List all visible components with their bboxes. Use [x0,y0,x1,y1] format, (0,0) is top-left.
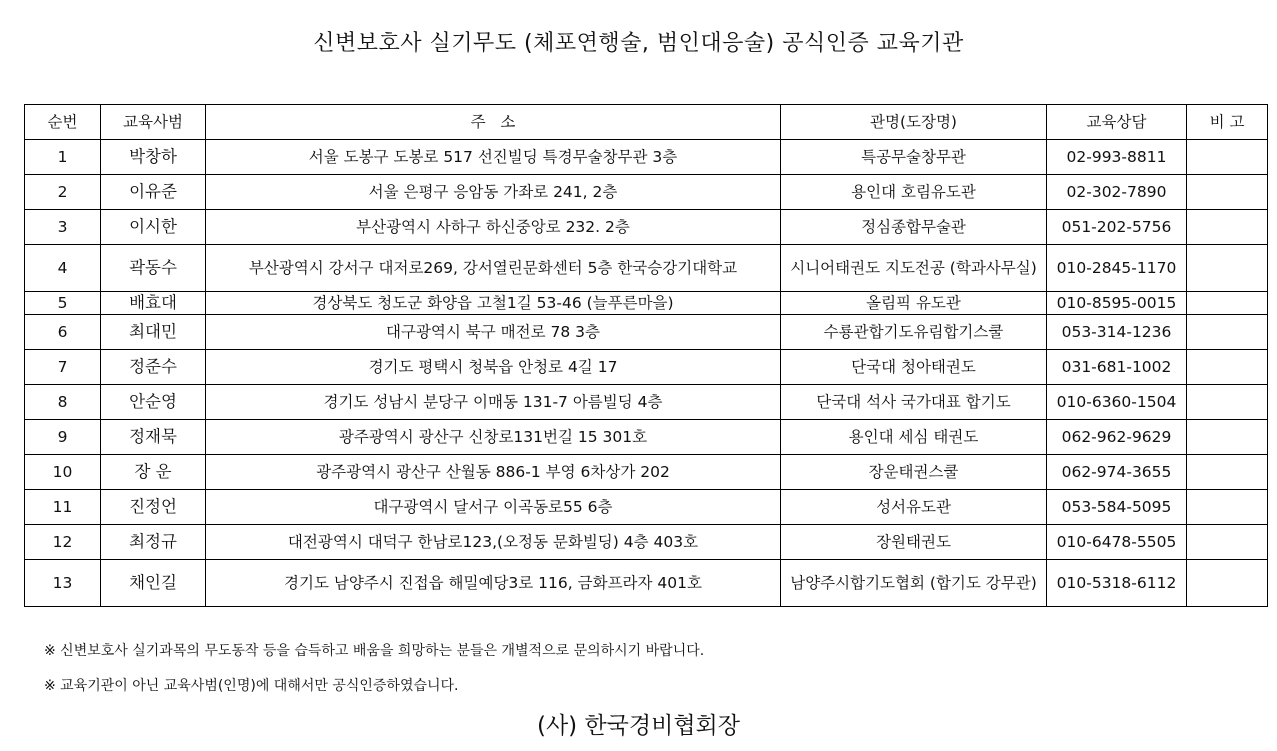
remarks-cell [1187,292,1268,315]
table-row [25,455,1268,490]
address-cell: 광주광역시 광산구 신창로131번길 15 301호 [206,420,781,455]
table-row [25,245,1268,292]
header-contact: 교육상담 [1047,105,1187,140]
remarks-cell [1187,455,1268,490]
number-cell: 3 [25,210,101,245]
instructor-cell: 박창하 [101,140,206,175]
number-cell: 8 [25,385,101,420]
table-row [25,292,1268,315]
gym-name-cell: 올림픽 유도관 [781,292,1047,315]
address-cell: 서울 도봉구 도봉로 517 선진빌딩 특경무술창무관 3층 [206,140,781,175]
number-cell: 4 [25,245,101,292]
number-cell: 5 [25,292,101,315]
gym-name-cell: 용인대 세심 태권도 [781,420,1047,455]
table-row [25,315,1268,350]
remarks-cell [1187,350,1268,385]
number-cell: 11 [25,490,101,525]
instructor-cell: 이유준 [101,175,206,210]
gym-name-cell: 남양주시합기도협회 (합기도 강무관) [781,560,1047,607]
instructor-cell: 배효대 [101,292,206,315]
contact-cell: 051-202-5756 [1047,210,1187,245]
notice-text: ※ 교육기관이 아닌 교육사범(인명)에 대해서만 공식인증하였습니다. [44,678,459,694]
gym-name-cell: 정심종합무술관 [781,210,1047,245]
contact-cell: 010-8595-0015 [1047,292,1187,315]
header-instructor: 교육사범 [101,105,206,140]
remarks-cell [1187,315,1268,350]
address-cell: 광주광역시 광산구 산월동 886-1 부영 6차상가 202 [206,455,781,490]
instructor-cell: 최대민 [101,315,206,350]
number-cell: 2 [25,175,101,210]
header-gym-name: 관명(도장명) [781,105,1047,140]
remarks-cell [1187,245,1268,292]
contact-cell: 031-681-1002 [1047,350,1187,385]
instructor-cell: 채인길 [101,560,206,607]
gym-name-cell: 성서유도관 [781,490,1047,525]
address-cell: 경기도 성남시 분당구 이매동 131-7 아름빌딩 4층 [206,385,781,420]
address-cell: 대구광역시 달서구 이곡동로55 6층 [206,490,781,525]
table-row [25,385,1268,420]
contact-cell: 010-2845-1170 [1047,245,1187,292]
gym-name-cell: 수룡관합기도유림합기스쿨 [781,315,1047,350]
instructor-cell: 곽동수 [101,245,206,292]
address-cell: 대전광역시 대덕구 한남로123,(오정동 문화빌딩) 4층 403호 [206,525,781,560]
remarks-cell [1187,210,1268,245]
number-cell: 13 [25,560,101,607]
table-row [25,140,1268,175]
remarks-cell [1187,140,1268,175]
institution-table [24,104,1268,607]
table-row [25,560,1268,607]
number-cell: 7 [25,350,101,385]
contact-cell: 02-302-7890 [1047,175,1187,210]
contact-cell: 053-314-1236 [1047,315,1187,350]
number-cell: 10 [25,455,101,490]
header-remarks: 비 고 [1187,105,1268,140]
table-body [25,140,1268,607]
gym-name-cell: 특공무술창무관 [781,140,1047,175]
instructor-cell: 이시한 [101,210,206,245]
gym-name-cell: 시니어태권도 지도전공 (학과사무실) [781,245,1047,292]
contact-cell: 062-974-3655 [1047,455,1187,490]
remarks-cell [1187,560,1268,607]
contact-cell: 010-6360-1504 [1047,385,1187,420]
instructor-cell: 진정언 [101,490,206,525]
page-title: 신변보호사 실기무도 (체포연행술, 범인대응술) 공식인증 교육기관 [313,31,964,56]
instructor-cell: 안순영 [101,385,206,420]
remarks-cell [1187,385,1268,420]
number-cell: 9 [25,420,101,455]
table-row [25,420,1268,455]
table-row [25,350,1268,385]
gym-name-cell: 용인대 호림유도관 [781,175,1047,210]
instructor-cell: 장 운 [101,455,206,490]
gym-name-cell: 장운태권스쿨 [781,455,1047,490]
address-cell: 경상북도 청도군 화양읍 고철1길 53-46 (늘푸른마을) [206,292,781,315]
remarks-cell [1187,525,1268,560]
address-cell: 부산광역시 강서구 대저로269, 강서열린문화센터 5층 한국승강기대학교 [206,245,781,292]
header-address: 주 소 [206,105,781,140]
table-row [25,210,1268,245]
remarks-cell [1187,420,1268,455]
number-cell: 1 [25,140,101,175]
issuer-signature: (사) 한국경비협회장 [536,713,740,739]
gym-name-cell: 단국대 석사 국가대표 합기도 [781,385,1047,420]
gym-name-cell: 장원태권도 [781,525,1047,560]
contact-cell: 010-6478-5505 [1047,525,1187,560]
table-header-row [25,105,1268,140]
address-cell: 부산광역시 사하구 하신중앙로 232. 2층 [206,210,781,245]
header-number: 순번 [25,105,101,140]
instructor-cell: 정준수 [101,350,206,385]
notice-text: ※ 신변보호사 실기과목의 무도동작 등을 습득하고 배움을 희망하는 분들은 개별적으로 문의하시기 바랍니다. [44,643,705,659]
contact-cell: 062-962-9629 [1047,420,1187,455]
instructor-cell: 정재묵 [101,420,206,455]
address-cell: 대구광역시 북구 매전로 78 3층 [206,315,781,350]
instructor-cell: 최정규 [101,525,206,560]
gym-name-cell: 단국대 청아태권도 [781,350,1047,385]
table-row [25,490,1268,525]
table-row [25,525,1268,560]
number-cell: 6 [25,315,101,350]
contact-cell: 053-584-5095 [1047,490,1187,525]
address-cell: 서울 은평구 응암동 가좌로 241, 2층 [206,175,781,210]
remarks-cell [1187,175,1268,210]
contact-cell: 02-993-8811 [1047,140,1187,175]
table-row [25,175,1268,210]
remarks-cell [1187,490,1268,525]
address-cell: 경기도 남양주시 진접읍 해밀예당3로 116, 금화프라자 401호 [206,560,781,607]
number-cell: 12 [25,525,101,560]
contact-cell: 010-5318-6112 [1047,560,1187,607]
address-cell: 경기도 평택시 청북읍 안청로 4길 17 [206,350,781,385]
